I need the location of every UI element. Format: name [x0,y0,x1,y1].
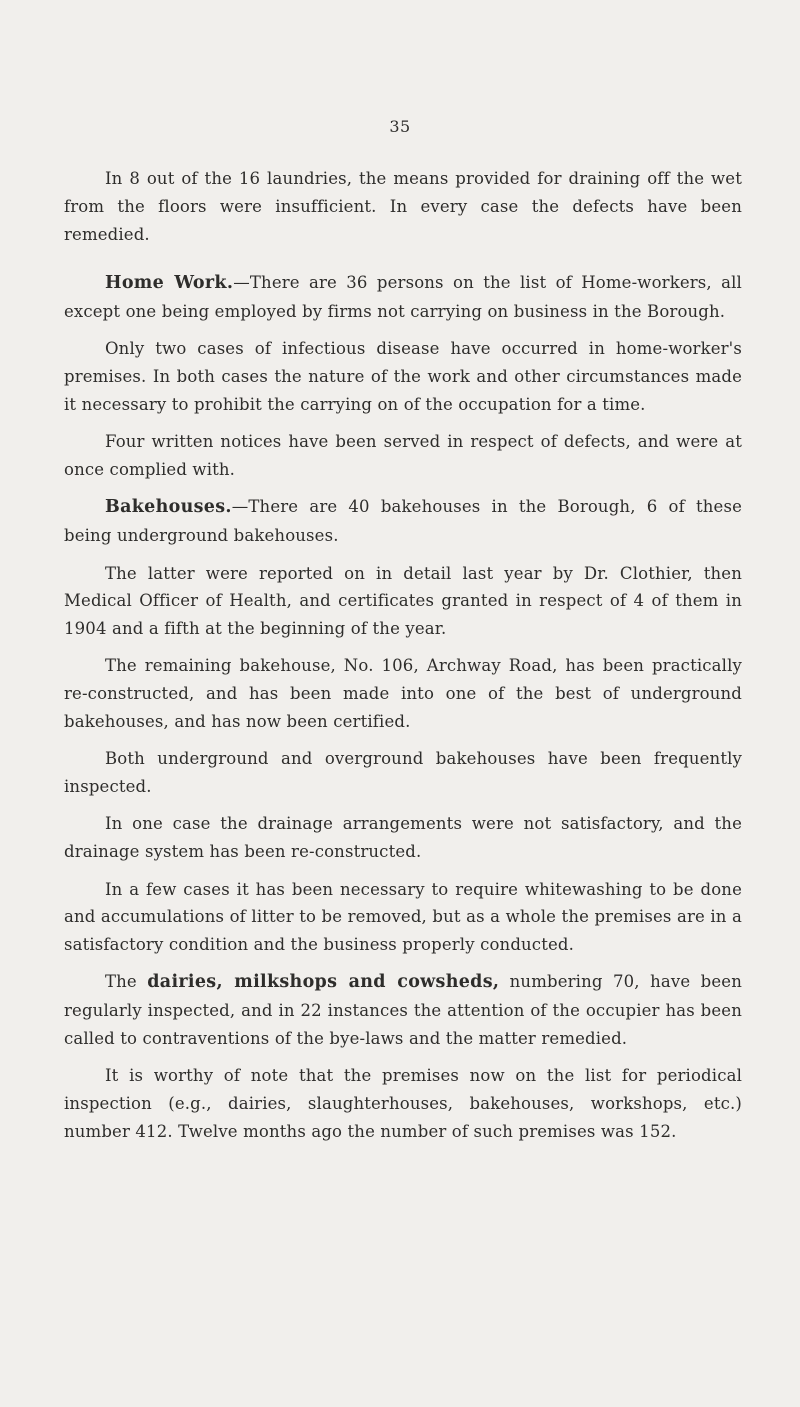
paragraph-text: In one case the drainage arrangements were not satisfactory, and the drainage system has been re-constructed. [64,814,742,862]
paragraph-text: It is worthy of note that the premises now on the list for periodical inspection (e.g., dairies, slaughterhouses, bakehouses, workshops, etc.) number 412. Twelve months ago the number of such premises was 152. [64,1066,742,1141]
paragraph-archway-road [64,652,742,735]
paragraph-inspected [64,745,742,801]
paragraph-text: In 8 out of the 16 laundries, the means provided for draining off the wet from the floors were insufficient. In every case the defects have been remedied. [64,169,742,244]
paragraph-text: The remaining bakehouse, No. 106, Archway Road, has been practically re-constructed, and has been made into one of the best of underground bakehouses, and has now been certified. [64,656,742,732]
paragraph-home-work [64,269,742,326]
paragraph-text: —There are 36 persons on the list of Home-workers, all except one being employed by firms not carrying on business in the Borough. [64,273,742,322]
paragraph-infectious-disease [64,335,742,418]
paragraph-text: —There are 40 bakehouses in the Borough, 6 of these being underground bakehouses. [64,497,742,546]
page-number: 35 [389,117,411,136]
paragraph-written-notices [64,428,742,484]
paragraph-periodical-inspection [64,1062,742,1145]
paragraph-bakehouses [64,493,742,550]
paragraph-text: The latter were reported on in detail last year by Dr. Clothier, then Medical Officer of Health, and certificates granted in respect of 4 of them in 1904 and a fifth at the beginning of the year. [64,563,742,639]
paragraph-text: Both underground and overground bakehouses have been frequently inspected. [64,749,742,797]
paragraph-dairies [64,968,742,1052]
paragraph-whitewashing [64,876,742,959]
section-heading-home-work: Home Work. [105,273,234,294]
paragraph-clothier-report [64,560,742,643]
report-body [64,165,742,1155]
paragraph-prefix: The [105,972,148,992]
paragraph-drainage [64,810,742,866]
paragraph-laundries [64,165,742,248]
section-heading-dairies: dairies, milkshops and cowsheds, [147,972,500,993]
section-heading-bakehouses: Bakehouses. [105,497,232,518]
paragraph-text: numbering 70, have been regularly inspected, and in 22 instances the attention of the occupier has been called to contraventions of the bye-laws and the matter remedied. [64,972,742,1049]
paragraph-text: Four written notices have been served in respect of defects, and were at once complied with. [64,432,742,480]
paragraph-text: In a few cases it has been necessary to require whitewashing to be done and accumulations of litter to be removed, but as a whole the premises are in a satisfactory condition and the business properly conducted. [64,879,742,955]
paragraph-text: Only two cases of infectious disease have occurred in home-worker's premises. In both cases the nature of the work and other circumstances made it necessary to prohibit the carrying on of the occupation for a time. [64,339,742,415]
